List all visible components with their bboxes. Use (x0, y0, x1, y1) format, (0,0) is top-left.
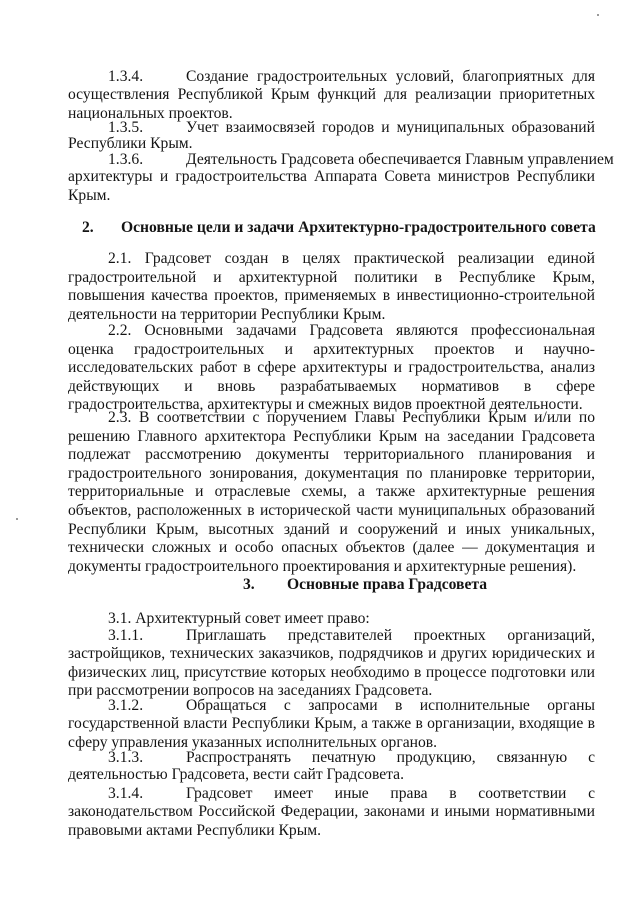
paragraph-3-1: 3.1. Архитектурный совет имеет право: (108, 610, 370, 627)
item-text-first-line: Распространять печатную продукцию, связанную с (186, 749, 595, 766)
item-number: 1.3.4. (108, 68, 144, 85)
item-text-first-line: Обращаться с запросами в исполнительные органы (186, 697, 595, 714)
item-number: 3.1.3. (108, 749, 144, 766)
item-3-1-4 (68, 785, 595, 804)
item-text-continuation: законодательством Российской Федерации, законами и иными нормативными правовыми актами Республики Крым. (68, 803, 595, 839)
item-3-1-2 (68, 697, 595, 716)
item-text-first-line: Деятельность Градсовета обеспечивается Главным управлением (186, 151, 614, 168)
item-text-continuation: архитектуры и градостроительства Аппарата Совета министров Республики Крым. (68, 168, 595, 204)
item-number: 1.3.5. (108, 119, 144, 136)
section-title: Основные цели и задачи Архитектурно-градостроительного совета (121, 219, 596, 236)
scan-speck (597, 14, 599, 16)
section-number: 3. (243, 576, 255, 593)
item-3-1-1 (68, 627, 595, 646)
item-number: 3.1.1. (108, 627, 144, 644)
paragraph-2-3: 2.3. В соответствии с поручением Главы Республики Крым и/или по решению Главного архитектора Республики Крым на заседании Градсовета подлежат рассмотрению документы территориального планирования и градостроительного зонирования, документация по планировке территории, территориальные и отраслевые схемы, а также архитектурные решения объектов, расположенных в исторической части муниципальных образований Республики Крым, высотных зданий и сооружений и иных уникальных, технически сложных и особо опасных объектов (далее — документация и документы градостроительного проектирования и архитектурные решения). (68, 409, 595, 575)
item-text-continuation: государственной власти Республики Крым, а также в организации, входящие в сферу управления указанных исполнительных органов. (68, 715, 595, 751)
item-text-continuation: осуществления Республикой Крым функций для реализации приоритетных национальных проектов. (68, 86, 595, 122)
item-number: 3.1.4. (108, 785, 144, 802)
item-text-continuation: деятельностью Градсовета, вести сайт Градсовета. (68, 766, 404, 783)
item-1-3-4 (68, 68, 595, 87)
paragraph-2-1: 2.1. Градсовет создан в целях практической реализации единой градостроительной и архитектурной политики в Республике Крым, повышения качества проектов, применяемых в инвестиционно-строительной деятельности на территории Республики Крым. (68, 250, 595, 323)
item-text-continuation: Республики Крым. (68, 135, 193, 152)
section-title: Основные права Градсовета (287, 576, 488, 593)
item-number: 1.3.6. (108, 151, 144, 168)
section-number: 2. (82, 219, 94, 236)
item-text-continuation: застройщиков, технических заказчиков, подрядчиков и других юридических и физических лиц, присутствие которых необходимо в процессе подготовки или при рассмотрении вопросов на заседаниях Градсовета. (68, 645, 595, 700)
paragraph-2-2: 2.2. Основными задачами Градсовета являются профессиональная оценка градостроительных и архитектурных проектов и научно-исследовательских работ в сфере архитектуры и градостроительства, анализ действующих и вновь разрабатываемых нормативов в сфере градостроительства, архитектуры и смежных видов проектной деятельности. (68, 322, 595, 414)
section-2-heading (68, 219, 595, 239)
item-number: 3.1.2. (108, 697, 144, 714)
item-text-first-line: Учет взаимосвязей городов и муниципальных образований (186, 119, 595, 136)
item-text-first-line: Приглашать представителей проектных организаций, (186, 627, 595, 644)
scan-speck (16, 518, 18, 520)
item-text-first-line: Градсовет имеет иные права в соответствии с (186, 785, 595, 802)
item-text-first-line: Создание градостроительных условий, благоприятных для (186, 68, 595, 85)
section-3-heading (68, 576, 595, 596)
